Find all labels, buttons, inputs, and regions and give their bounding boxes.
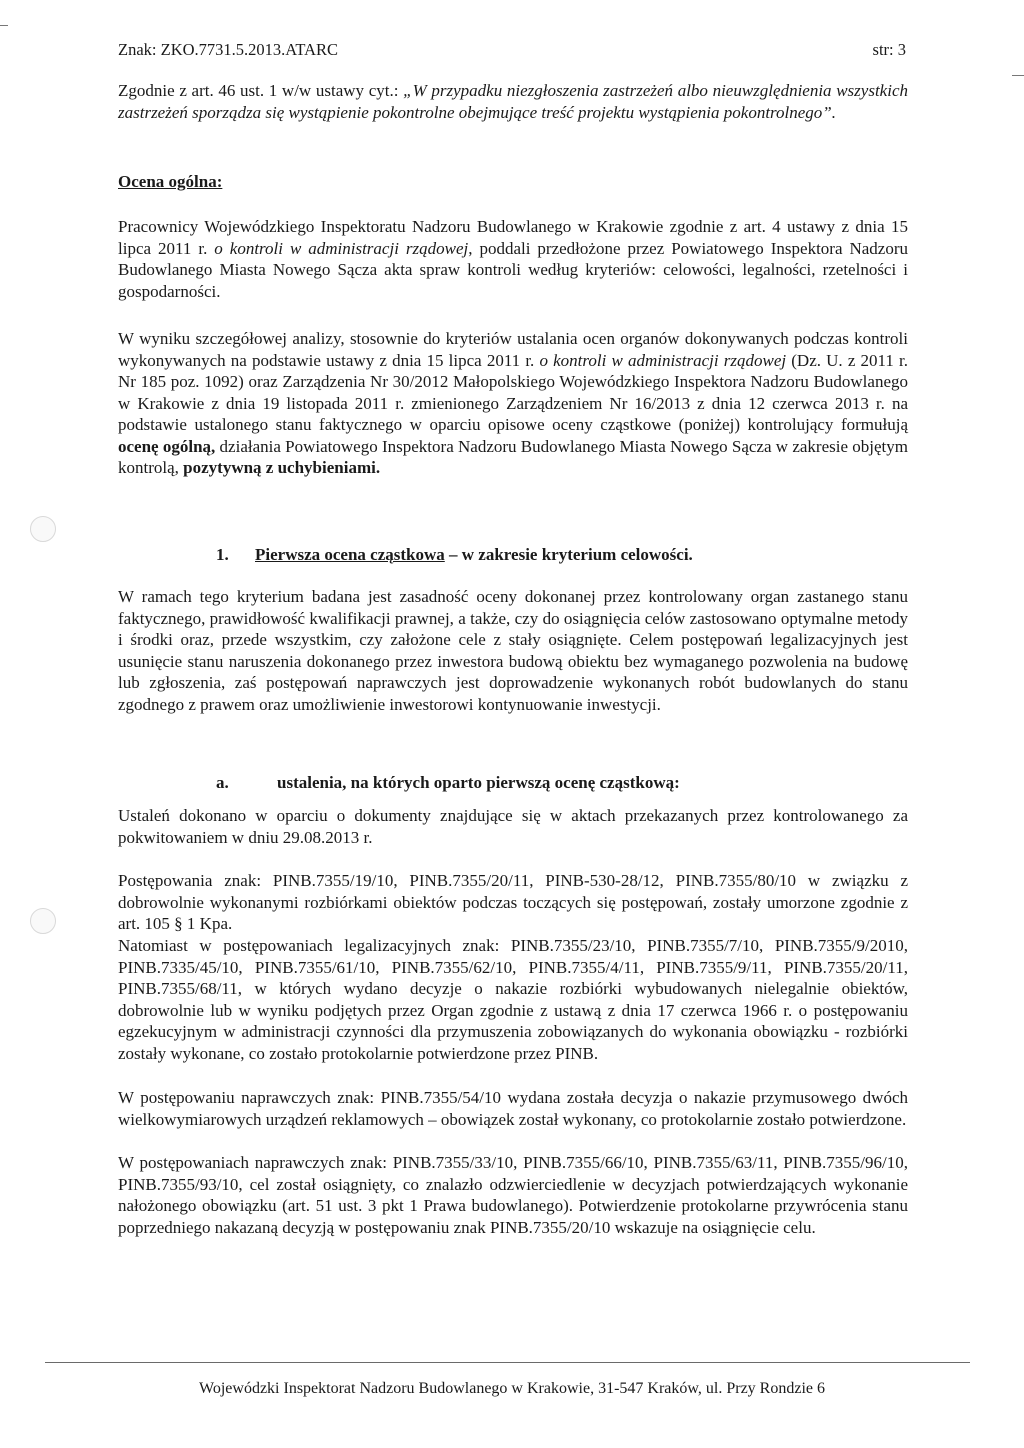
section-number: 1.	[216, 545, 229, 564]
section-1-heading	[216, 545, 693, 565]
findings-paragraph-2: Postępowania znak: PINB.7355/19/10, PINB.7355/20/11, PINB-530-28/12, PINB.7355/80/10 w związku z dobrowolnie wykonanymi rozbiórkami obiektów podczas toczących się postępowań, zostały umorzone zgodnie z art. 105 § 1 Kpa.	[118, 871, 908, 933]
subsection-letter: a.	[216, 773, 229, 792]
subsection-a-heading	[216, 773, 680, 793]
intro-paragraph	[118, 80, 908, 123]
overall-assessment-result: pozytywną z uchybieniami.	[183, 458, 381, 477]
findings-paragraph-4: W postępowaniu naprawczych znak: PINB.7355/54/10 wydana została decyzja o nakazie przymusowego dwóch wielkowymiarowych urządzeń reklamowych – obowiązek został wykonany, co protokolarnie zostało potwierdzone.	[118, 1088, 908, 1129]
scan-edge-mark	[1012, 75, 1024, 76]
punch-hole-icon	[30, 908, 56, 934]
punch-hole-icon	[30, 516, 56, 542]
footer-address: Wojewódzki Inspektorat Nadzoru Budowlanego w Krakowie, 31-547 Kraków, ul. Przy Rondzie 6	[199, 1380, 825, 1397]
page-number: str: 3	[872, 40, 906, 59]
overall-heading-text: Ocena ogólna:	[118, 172, 223, 191]
overall-assessment-term: ocenę ogólną,	[118, 436, 216, 456]
findings-paragraph-1: Ustaleń dokonano w oparciu o dokumenty znajdujące się w aktach przekazanych przez kontrolowanego za pokwitowaniem w dniu 29.08.2013 r.	[118, 806, 908, 847]
section-title-underlined: Pierwsza ocena cząstkowa	[255, 545, 445, 564]
scan-edge-mark	[0, 25, 8, 26]
section-title-rest: – w zakresie kryterium celowości.	[444, 545, 693, 564]
intro-lead: Zgodnie z art. 46 ust. 1 w/w ustawy cyt.:	[118, 81, 404, 100]
purpose-paragraph: W ramach tego kryterium badana jest zasadność oceny dokonanej przez kontrolowany organ zastanego stanu faktycznego, prawidłowość kwalifikacji prawnej, a także, czy do osiągnięcia celów zastosowano optymalne metody i środki oraz, przede wszystkim, czy założone cele z stały osiągnięte. Celem postępowań legalizacyjnych jest usunięcie stanu naruszenia dokonanego przez inwestora budową obiektu bez wymaganego pozwolenia na budowę lub zgłoszenia, zaś postępowań naprawczych jest doprowadzenie wykonanych robót budowlanych do stanu zgodnego z prawem oraz umożliwienie inwestorowi kontynuowanie inwestycji.	[118, 587, 908, 714]
subsection-title: ustalenia, na których oparto pierwszą ocenę cząstkową:	[277, 773, 680, 792]
findings-paragraph-3: Natomiast w postępowaniach legalizacyjnych znak: PINB.7355/23/10, PINB.7355/7/10, PINB.7355/9/2010, PINB.7335/45/10, PINB.7355/61/10, PINB.7355/62/10, PINB.7355/4/11, PINB.7355/9/11, PINB.7355/20/11, PINB.7355/68/11, w których wydano decyzje o nakazie rozbiórki wybudowanych nielegalnie obiektów, dobrowolnie lub w wyniku podjętych przez Organ zgodnie z ustawą z dnia 17 czerwca 1966 r. o postępowaniu egzekucyjnym w administracji czynności dla przymuszenia zobowiązanych do wykonania obowiązku - rozbiórki zostały wykonane, co zostało protokolarnie potwierdzone przez PINB.	[118, 936, 908, 1063]
document-reference: Znak: ZKO.7731.5.2013.ATARC	[118, 40, 339, 59]
overall-assessment-heading	[118, 172, 222, 192]
overall-paragraph-2: W wyniku szczegółowej analizy, stosownie do kryteriów ustalania ocen organów dokonywanych podczas kontroli wykonywanych na podstawie ustawy z dnia 15 lipca 2011 r. o kontroli w administracji rządowej (Dz. U. z 2011 r. Nr 185 poz. 1092) oraz Zarządzenia Nr 30/2012 Małopolskiego Wojewódzkiego Inspektora Nadzoru Budowlanego w Krakowie z dnia 19 listopada 2011 r. zmienionego Zarządzeniem Nr 16/2013 z dnia 12 czerwca 2013 r. na podstawie ustalonego stanu faktycznego w oparciu opisowe oceny cząstkowe (poniżej) kontrolujący formułują ocenę ogólną, działania Powiatowego Inspektora Nadzoru Budowlanego Miasta Nowego Sącza w zakresie objętym kontrolą, pozytywną z uchybieniami.	[118, 329, 908, 477]
findings-paragraph-5: W postępowaniach naprawczych znak: PINB.7355/33/10, PINB.7355/66/10, PINB.7355/63/11, PINB.7355/96/10, PINB.7355/93/10, cel został osiągnięty, co znalazło odzwierciedlenie w decyzjach potwierdzających wykonanie nałożonego obowiązku (art. 51 ust. 3 pkt 1 Prawa budowlanego). Potwierdzenie protokolarne przywrócenia stanu poprzedniego nakazaną decyzją w postępowaniu znak PINB.7355/20/10 wskazuje na osiągnięcie celu.	[118, 1153, 908, 1237]
overall-paragraph-1: Pracownicy Wojewódzkiego Inspektoratu Nadzoru Budowlanego w Krakowie zgodnie z art. 4 ustawy z dnia 15 lipca 2011 r. o kontroli w administracji rządowej, poddali przedłożone przez Powiatowego Inspektora Nadzoru Budowlanego Miasta Nowego Sącza akta spraw kontroli według kryteriów: celowości, legalności, rzetelności i gospodarności.	[118, 217, 908, 301]
intro-quote: „W przypadku niezgłoszenia zastrzeżeń albo nieuwzględnienia wszystkich zastrzeżeń sporządza się wystąpienie pokontrolne obejmujące treść projektu wystąpienia pokontrolnego”.	[118, 81, 908, 122]
footer-divider	[45, 1362, 970, 1363]
